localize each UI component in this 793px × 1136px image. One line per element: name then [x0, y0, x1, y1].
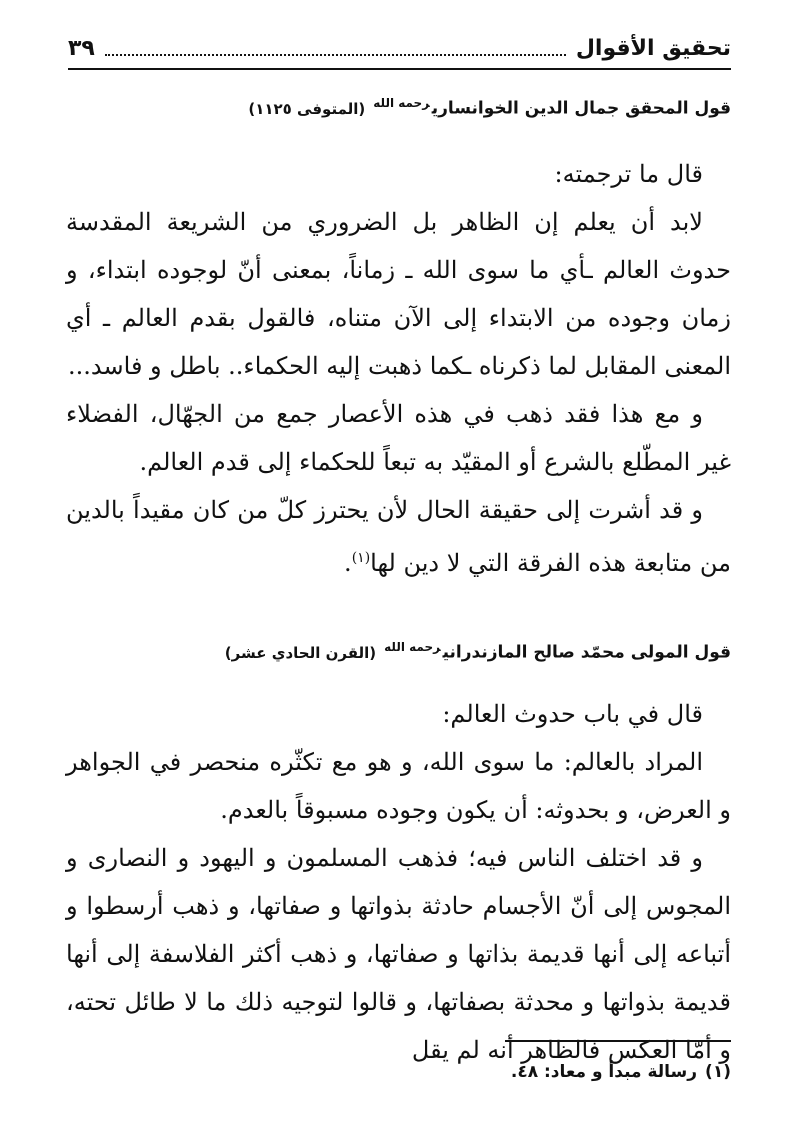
section-heading-dates: (المتوفى ١١٢٥) — [248, 99, 366, 118]
section-body-mazandarani — [66, 690, 731, 1074]
section-heading-mazandarani — [68, 640, 731, 663]
paragraph-text: و قد أشرت إلى حقيقة الحال لأن يحترز كلّ من كان مقيداً بالدين من متابعة هذه الفرقة التي لا دين لها — [66, 496, 731, 577]
paragraph — [66, 486, 731, 587]
paragraph: و قد اختلف الناس فيه؛ فذهب المسلمون و اليهود و النصارى و المجوس إلى أنّ الأجسام حادثة بذواتها و صفاتها، و ذهب أرسطوا و أتباعه إلى أنها قديمة بذاتها و صفاتها، و ذهب أكثر الفلاسفة إلى أنها قديمة بذواتها و محدثة بصفاتها، و قالوا لتوجيه ذلك ما لا طائل تحته، و أمّا العكس فالظاهر أنه لم يقل — [66, 844, 731, 1064]
footnote-text: رسالة مبدأ و معاد: ٤٨. — [510, 1062, 698, 1082]
running-header — [68, 28, 731, 70]
honorific-mark: رحمه الله — [373, 96, 430, 110]
section-body-khwansari — [66, 150, 731, 587]
running-title: تحقيق الأقوال — [575, 35, 731, 61]
leader-dots — [105, 40, 566, 56]
paragraph: و مع هذا فقد ذهب في هذه الأعصار جمع من الجهّال، الفضلاء غير المطّلع بالشرع أو المقيّد به تبعاً للحكماء إلى قدم العالم. — [66, 400, 731, 476]
honorific-mark: رحمه الله — [384, 640, 441, 654]
footnote-separator — [505, 1040, 731, 1042]
paragraph: قال ما ترجمته: — [554, 160, 703, 188]
footnote — [68, 1062, 731, 1082]
paragraph: قال في باب حدوث العالم: — [442, 700, 703, 728]
paragraph: المراد بالعالم: ما سوى الله، و هو مع تكثّره منحصر في الجواهر و العرض، و بحدوثه: أن يكون وجوده مسبوقاً بالعدم. — [66, 748, 731, 824]
footnote-reference: (١) — [351, 550, 371, 566]
section-heading-name: قول المولى محمّد صالح المازندراني — [442, 642, 731, 663]
section-heading-dates: (القرن الحادي عشر) — [224, 643, 377, 662]
paragraph-end-punct: . — [344, 549, 352, 577]
page-number: ٣٩ — [68, 35, 95, 61]
section-heading-name: قول المحقق جمال الدين الخوانساري — [431, 98, 731, 119]
footnote-number: (١) — [705, 1062, 731, 1082]
section-heading-khwansari — [68, 96, 731, 119]
paragraph: لابد أن يعلم إن الظاهر بل الضروري من الشريعة المقدسة حدوث العالم ـأي ما سوى الله ـ زماناً، بمعنى أنّ لوجوده ابتداء، و زمان وجوده من الابتداء إلى الآن متناه، فالقول بقدم العالم ـ أي المعنى المقابل لما ذكرناه ـكما ذهبت إليه الحكماء.. باطل و فاسد... — [66, 208, 731, 380]
